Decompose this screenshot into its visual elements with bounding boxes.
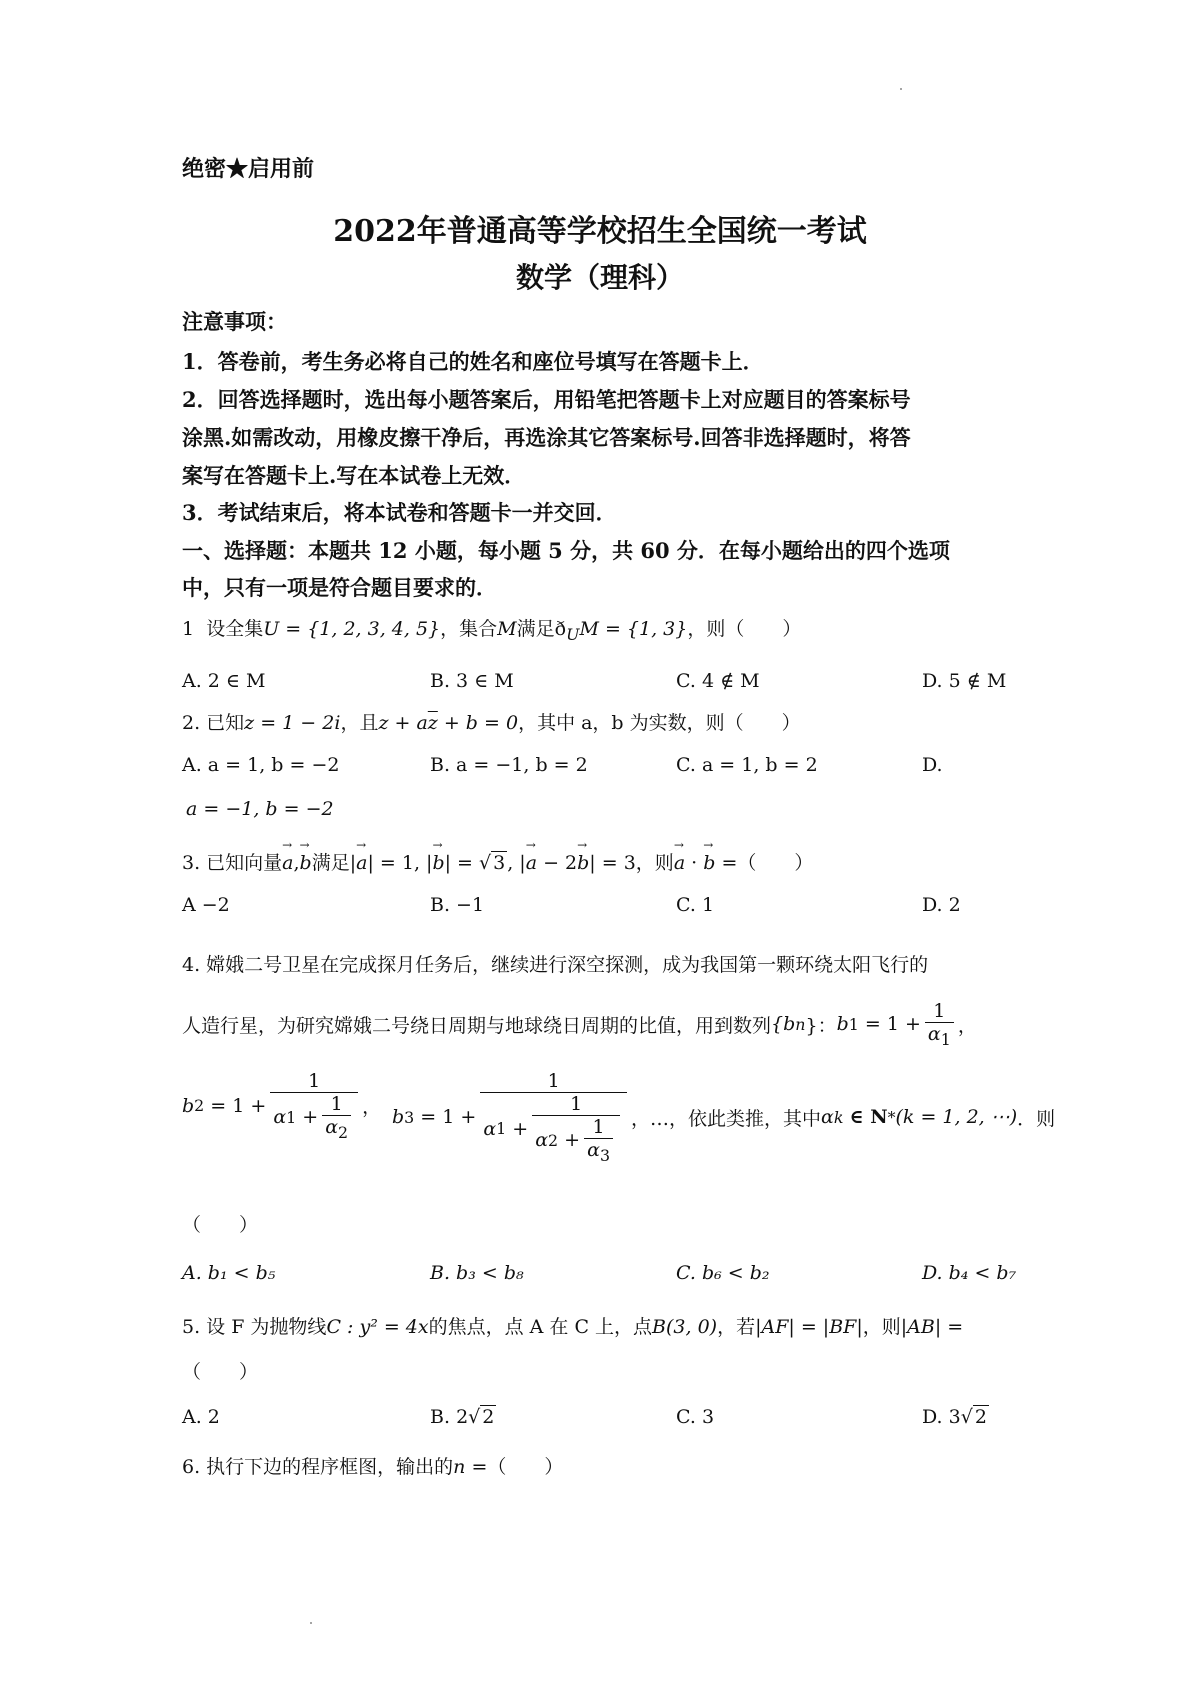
q2-option-a: A. a = 1, b = −2	[182, 754, 340, 776]
q3-option-d: D. 2	[922, 894, 961, 916]
fraction: 1 α 1 + $\frac{1}{\alpha_2}$	[270, 1070, 358, 1142]
notice-item-3: 3．考试结束后，将本试卷和答题卡一并交回．	[182, 500, 617, 525]
q1-option-a: A. 2 ∈ M	[182, 670, 266, 692]
q3-option-b: B. −1	[430, 894, 485, 916]
q5-option-c: C. 3	[676, 1406, 715, 1428]
q5-option-b: B. 2√ 2	[430, 1406, 495, 1428]
exam-subtitle: 数学（理科）	[515, 261, 684, 294]
q1-option-b: B. 3 ∈ M	[430, 670, 514, 692]
question-4-line-1: 4. 嫦娥二号卫星在完成探月任务后，继续进行深空探测，成为我国第一颗环绕太阳飞行的	[182, 954, 929, 976]
q4-option-b: B. b₃ < b₈	[430, 1262, 524, 1284]
formula-b2: b 2 = 1 + 1 α 1 + $\frac{1}{\alpha_2}$ ，	[182, 1070, 382, 1142]
q5-option-a: A. 2	[182, 1406, 220, 1428]
question-5: 5. 设 F 为抛物线C : y² = 4x的焦点，点 A 在 C 上，点B(3, 0)，若|AF| = |BF|，则|AB| =	[182, 1316, 964, 1338]
confidential-mark: 绝密★启用前	[182, 156, 315, 182]
question-3: 3. 已知向量→ a,→ b满足|→ a| = 1, |→ b| = √ 3 , |→ a − 2→ b| = 3，则→ a · → b =（ ）	[182, 848, 813, 875]
q3-option-a: A −2	[182, 894, 230, 916]
question-1: 1 设全集U = {1, 2, 3, 4, 5}，集合M满足$ð_UM = \{1$, 3}，则（ ）	[182, 618, 802, 644]
notice-item-1: 1．答卷前，考生务必将自己的姓名和座位号填写在答题卡上．	[182, 349, 764, 374]
q5-answer-blank: （ ）	[182, 1361, 259, 1383]
q2-option-d-value: a = −1, b = −2	[186, 798, 334, 820]
q5-option-d: D. 3√ 2	[922, 1406, 987, 1428]
notice-item-2-line-2: 涂黑.如需改动，用橡皮擦干净后，再选涂其它答案标号.回答非选择题时，将答	[182, 425, 911, 450]
question-6: 6. 执行下边的程序框图，输出的n =（ ）	[182, 1456, 564, 1478]
question-4-line-2: 人造行星，为研究嫦娥二号绕日周期与地球绕日周期的比值，用到数列 {b n }： b 1 = 1 + $\frac{1}{\alpha_1}$ ，	[182, 1000, 977, 1049]
notice-heading: 注意事项：	[182, 309, 287, 334]
fraction: 1 α 1 + 1 α 2 + $\frac{1}{\alpha_3}$	[480, 1070, 627, 1165]
question-2: 2. 已知z = 1 − 2i，且$z + a\overline{z} + b = 0$，其中 a，b 为实数，则（ ）	[182, 712, 801, 734]
q2-option-b: B. a = −1, b = 2	[430, 754, 588, 776]
q4-option-c: C. b₆ < b₂	[676, 1262, 770, 1284]
exam-title: 2022年普通高等学校招生全国统一考试	[333, 214, 867, 249]
math-expr: U = {1, 2, 3, 4, 5}	[263, 618, 441, 640]
section-heading-line-1: 一、选择题：本题共 12 小题，每小题 5 分，共 60 分．在每小题给出的四个选项	[182, 538, 950, 563]
q1-option-d: D. 5 ∉ M	[922, 670, 1007, 692]
notice-item-2-line-1: 2．回答选择题时，选出每小题答案后，用铅笔把答题卡上对应题目的答案标号	[182, 387, 911, 412]
q1-option-c: C. 4 ∉ M	[676, 670, 760, 692]
q3-option-c: C. 1	[676, 894, 715, 916]
section-heading-line-2: 中，只有一项是符合题目要求的．	[182, 575, 497, 600]
q4-answer-blank: （ ）	[182, 1214, 259, 1236]
q2-option-d: D.	[922, 754, 943, 776]
q4-option-d: D. b₄ < b₇	[922, 1262, 1017, 1284]
formula-b3: b 3 = 1 + 1 α 1 + 1 α 2 + $\frac{1}{\alpha_3}$ ，…，依此类推，其中 α k ∈ N * (k = 1, 2, ⋯) ．则	[392, 1070, 1056, 1165]
q2-option-c: C. a = 1, b = 2	[676, 754, 818, 776]
scan-speck	[310, 1622, 312, 1624]
q4-option-a: A. b₁ < b₅	[182, 1262, 276, 1284]
notice-item-2-line-3: 案写在答题卡上.写在本试卷上无效．	[182, 463, 526, 488]
fraction: $\frac{1}{\alpha_1}$	[925, 1000, 954, 1049]
scan-speck	[900, 88, 902, 90]
question-number: 1	[182, 618, 195, 640]
